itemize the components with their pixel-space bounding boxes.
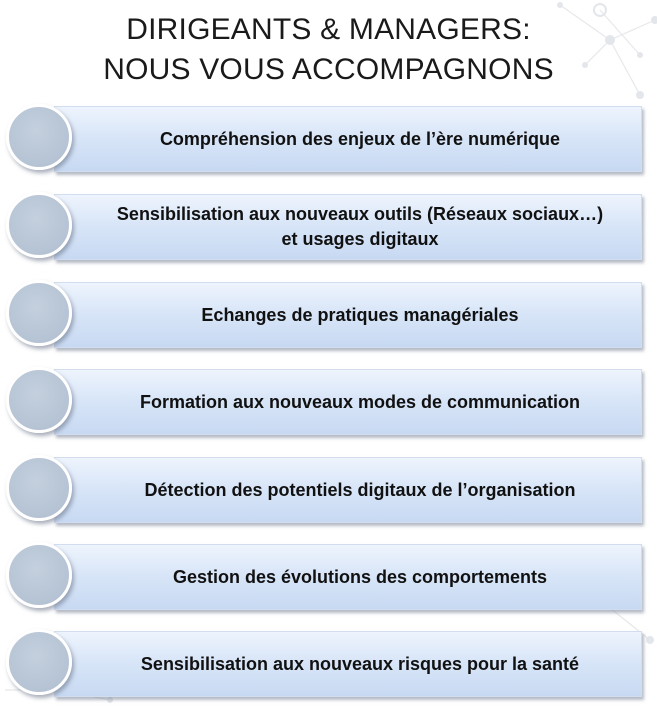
item-label: Sensibilisation aux nouveaux outils (Réseaux sociaux…) et usages digitaux — [116, 204, 604, 249]
list-item — [0, 453, 657, 525]
title-line-1: DIRIGEANTS & MANAGERS: — [126, 13, 531, 46]
item-bar — [54, 631, 642, 697]
item-bar — [54, 106, 642, 172]
bullet-circle-icon — [6, 629, 72, 695]
item-bar — [54, 457, 642, 523]
item-label: Formation aux nouveaux modes de communication — [139, 391, 581, 412]
item-bar — [54, 544, 642, 610]
title-line-2: NOUS VOUS ACCOMPAGNONS — [103, 53, 554, 86]
bullet-circle-icon — [6, 542, 72, 608]
list-item — [0, 102, 657, 174]
item-bar — [54, 194, 642, 260]
item-label: Sensibilisation aux nouveaux risques pour la santé — [140, 653, 580, 674]
list-item — [0, 278, 657, 350]
list-item — [0, 365, 657, 437]
bullet-circle-icon — [6, 367, 72, 433]
item-label: Détection des potentiels digitaux de l’organisation — [144, 479, 576, 500]
bullet-circle-icon — [6, 280, 72, 346]
bullet-circle-icon — [6, 192, 72, 258]
bullet-circle-icon — [6, 104, 72, 170]
list-item — [0, 540, 657, 612]
item-bar — [54, 282, 642, 348]
item-label: Gestion des évolutions des comportements — [172, 566, 548, 587]
list-item — [0, 190, 657, 262]
bullet-circle-icon — [6, 455, 72, 521]
item-bar — [54, 369, 642, 435]
item-label: Echanges de pratiques managériales — [201, 304, 519, 325]
item-label: Compréhension des enjeux de l’ère numérique — [159, 128, 561, 149]
list-item — [0, 627, 657, 699]
